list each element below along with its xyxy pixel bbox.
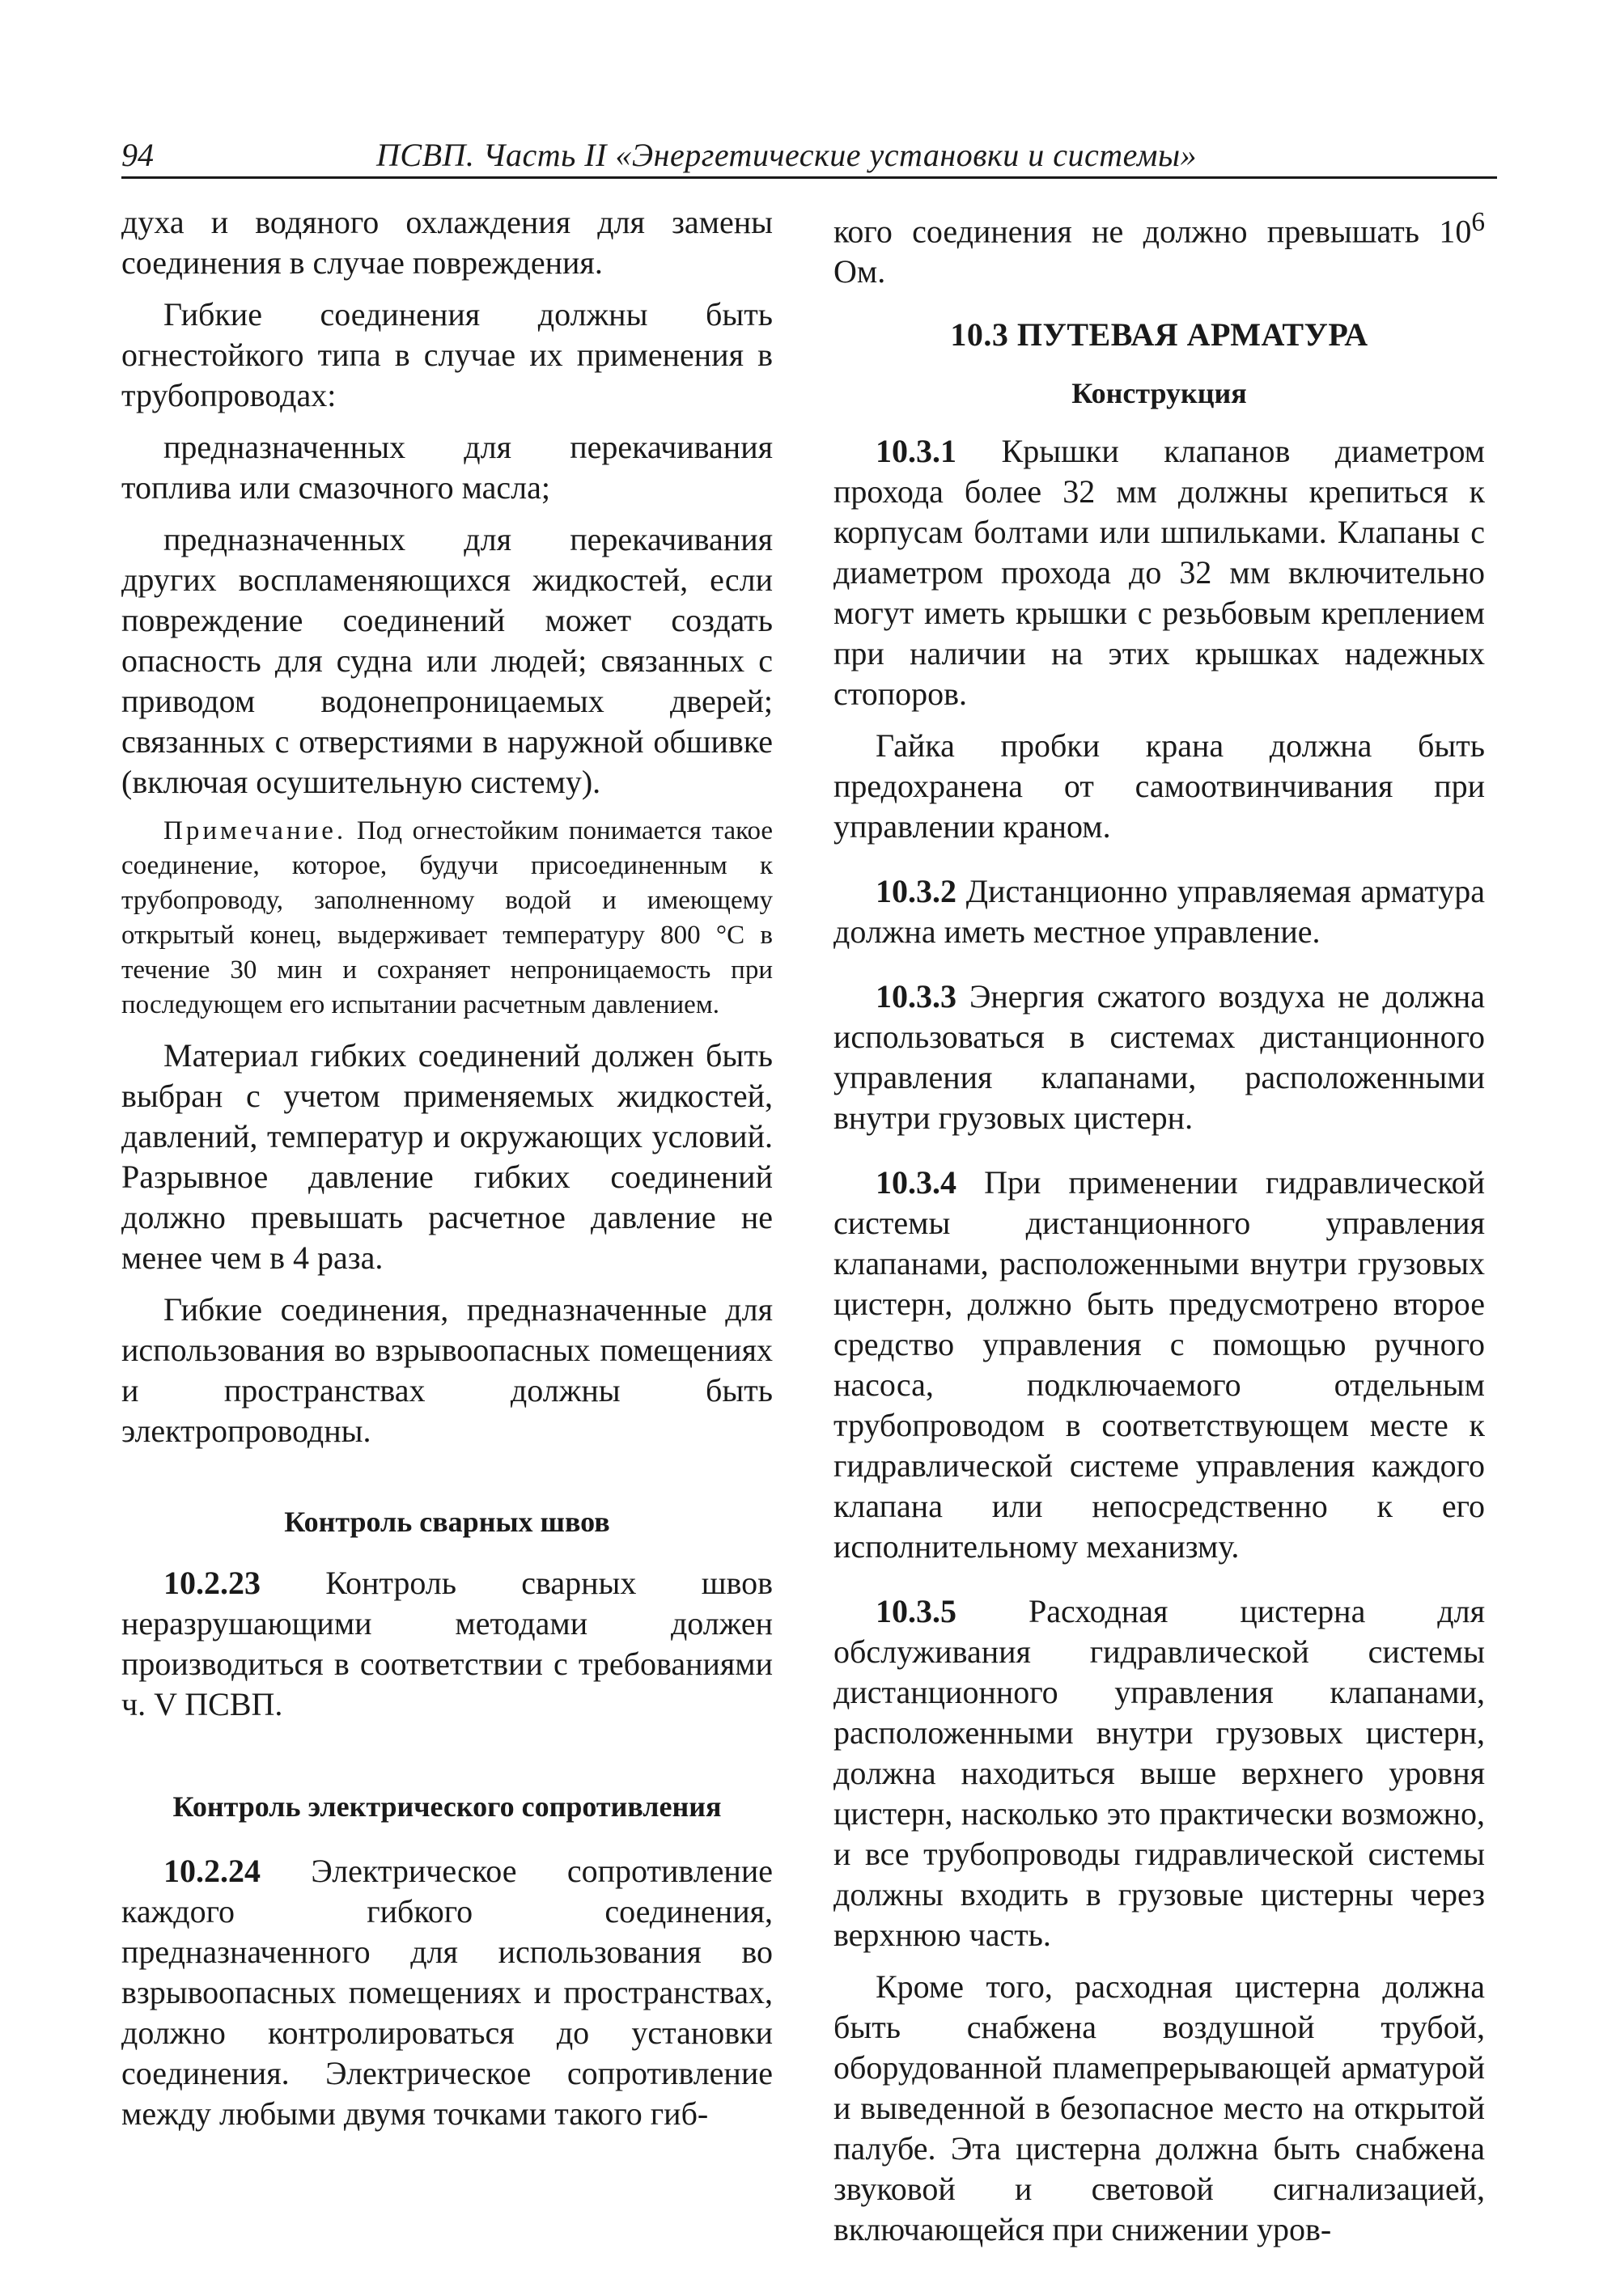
- paragraph: Гибкие соединения, предназначенные для использования во взрывоопасных помещениях и пространствах должны быть электропроводны.: [121, 1291, 773, 1449]
- right-column: [833, 202, 1485, 2261]
- clause-number: 10.3.4: [876, 1164, 956, 1201]
- clause-10-3-5: [833, 1591, 1485, 1955]
- paragraph: [833, 202, 1485, 292]
- clause-text: Дистанционно управляемая арматура должна иметь местное управление.: [833, 873, 1485, 951]
- clause-text: При применении гидравлической системы дистанционного управления клапанами, расположенными внутри грузовых цистерн, должно быть предусмотрено второе средство управления с помощью ручного насоса, подключаемого отдельным трубопроводом в соответствующем месте к гидравлической системе управления каждого клапана или непосредственно к его исполнительному механизму.: [833, 1164, 1485, 1565]
- note-label: Примечание.: [163, 816, 347, 845]
- clause-10-2-23: [121, 1563, 773, 1725]
- paragraph: предназначенных для перекачивания других воспламеняющихся жидкостей, если повреждение соединений может создать опасность для судна или людей; связанных с приводом водонепроницаемых дверей; связанных с отверстиями в наружной обшивке (включая осушительную систему).: [121, 521, 773, 800]
- clause-text: Расходная цистерна для обслуживания гидравлической системы дистанционного управления клапанами, расположенными внутри грузовых цистерн, должна находиться выше верхнего уровня цистерн, насколько это практически возможно, и все трубопроводы гидравлической системы должны входить в грузовые цистерны через верхнюю часть.: [833, 1593, 1485, 1954]
- clause-number: 10.2.24: [163, 1853, 261, 1889]
- clause-number: 10.3.1: [876, 433, 956, 470]
- clause-10-3-1: [833, 431, 1485, 714]
- clause-number: 10.3.2: [876, 873, 956, 910]
- text-run: Ом.: [833, 253, 886, 290]
- page-number: 94: [121, 137, 154, 173]
- paragraph: Гайка пробки крана должна быть предохранена от самоотвинчивания при управлении краном.: [833, 727, 1485, 845]
- paragraph: предназначенных для перекачивания топлива или смазочного масла;: [121, 429, 773, 506]
- clause-text: Крышки клапанов диаметром прохода более 32 мм должны крепиться к корпусам болтами или шпильками. Клапаны с диаметром прохода до 32 мм включительно могут иметь крышки с резьбовым креплением при наличии на этих крышках надежных стопоров.: [833, 433, 1485, 713]
- clause-10-3-4: [833, 1163, 1485, 1567]
- clause-number: 10.3.3: [876, 978, 956, 1015]
- paragraph: Гибкие соединения должны быть огнестойкого типа в случае их применения в трубопроводах:: [121, 296, 773, 413]
- page-header: [121, 129, 1497, 178]
- paragraph: Кроме того, расходная цистерна должна быть снабжена воздушной трубой, оборудованной пламепрерывающей арматурой и выведенной в безопасное место на открытой палубе. Эта цистерна должна быть снабжена звуковой и световой сигнализацией, включающейся при снижении уров-: [833, 1968, 1485, 2248]
- subsection-heading-resistance: Контроль электрического сопротивления: [172, 1790, 722, 1823]
- superscript: 6: [1471, 207, 1485, 237]
- running-title: ПСВП. Часть II «Энергетические установки и системы»: [376, 137, 1198, 173]
- clause-number: 10.3.5: [876, 1593, 956, 1630]
- clause-10-3-2: [833, 871, 1485, 952]
- clause-text: Энергия сжатого воздуха не должна использоваться в системах дистанционного управления клапанами, расположенными внутри грузовых цистерн.: [833, 978, 1485, 1137]
- clause-10-3-3: [833, 976, 1485, 1138]
- paragraph: духа и водяного охлаждения для замены соединения в случае повреждения.: [121, 204, 773, 281]
- clause-text: Контроль сварных швов неразрушающими методами должен производиться в соответствии с требованиями ч. V ПСВП.: [121, 1565, 773, 1722]
- section-heading: 10.3 ПУТЕВАЯ АРМАТУРА: [950, 316, 1368, 354]
- subsection-heading-welds: Контроль сварных швов: [284, 1506, 610, 1538]
- text-run: кого соединения не должно превышать 10: [833, 213, 1472, 250]
- subsection-heading: Конструкция: [1071, 377, 1247, 410]
- header-rule: [121, 176, 1497, 179]
- clause-10-2-24: [121, 1851, 773, 2134]
- clause-text: Электрическое сопротивление каждого гибкого соединения, предназначенного для использования во взрывоопасных помещениях и пространствах, должно контролироваться до установки соединения. Электрическое сопротивление между любыми двумя точками такого гиб-: [121, 1853, 773, 2132]
- clause-number: 10.2.23: [163, 1565, 261, 1601]
- note: [121, 814, 773, 1023]
- left-column: [121, 202, 773, 2146]
- paragraph: Материал гибких соединений должен быть выбран с учетом применяемых жидкостей, давлений, температур и окружающих условий. Разрывное давление гибких соединений должно превышать расчетное давление не менее чем в 4 раза.: [121, 1037, 773, 1276]
- note-text: Под огнестойким понимается такое соединение, которое, будучи присоединенным к трубопроводу, заполненному водой и имеющему открытый конец, выдерживает температуру 800 °С в течение 30 мин и сохраняет непроницаемость при последующем его испытании расчетным давлением.: [121, 816, 773, 1019]
